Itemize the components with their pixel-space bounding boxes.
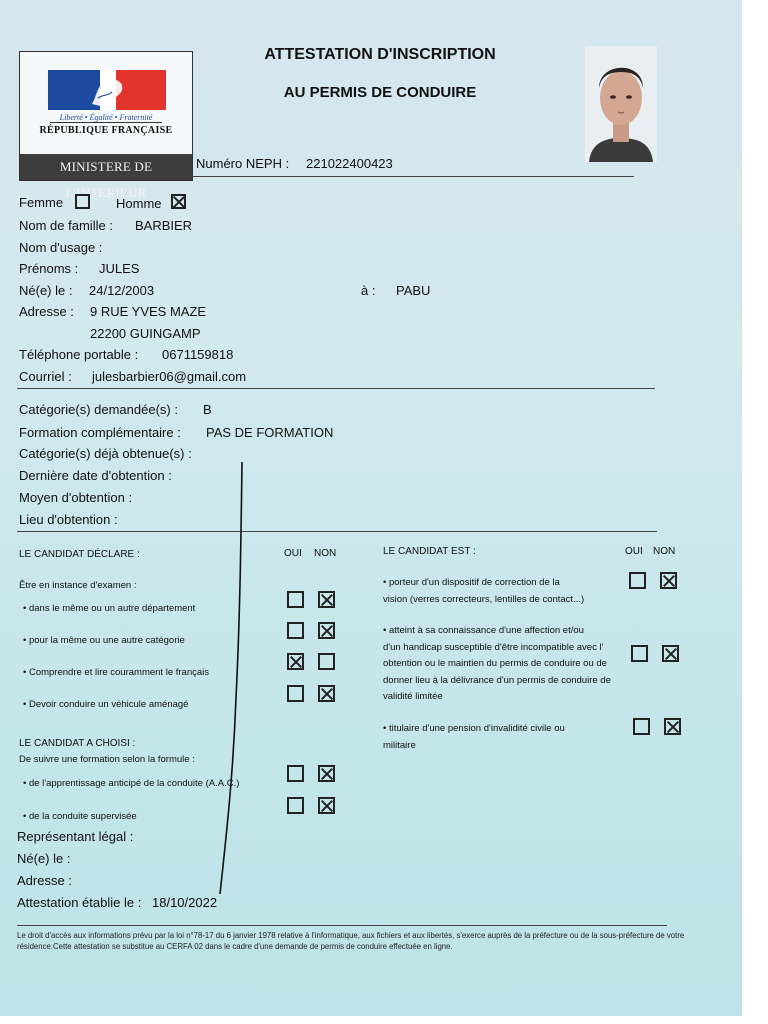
est-item2-non-checkbox[interactable] xyxy=(662,645,679,662)
marianne-flag-icon xyxy=(48,70,166,110)
declare-item2-non-checkbox[interactable] xyxy=(318,622,335,639)
categorie-demandee-label: Catégorie(s) demandée(s) : xyxy=(19,402,178,417)
id-photo xyxy=(585,46,657,162)
femme-label: Femme xyxy=(19,195,64,210)
declare-item4-non-checkbox[interactable] xyxy=(318,685,335,702)
aac-oui-checkbox[interactable] xyxy=(287,765,304,782)
representant-adresse-label: Adresse : xyxy=(17,873,72,888)
est-item2-line: validité limitée xyxy=(383,691,443,702)
courriel-value: julesbarbier06@gmail.com xyxy=(92,369,247,384)
neph-label: Numéro NEPH : xyxy=(196,156,290,171)
declare-item-label: • Comprendre et lire couramment le français xyxy=(23,667,210,678)
prenoms-label: Prénoms : xyxy=(19,261,79,276)
prenoms-value: JULES xyxy=(99,261,140,276)
logo-republique: RÉPUBLIQUE FRANÇAISE xyxy=(39,125,173,136)
declare-heading: LE CANDIDAT DÉCLARE : xyxy=(19,549,140,560)
declare-item4-oui-checkbox[interactable] xyxy=(287,685,304,702)
nom-usage-label: Nom d'usage : xyxy=(19,240,103,255)
supervisee-non-checkbox[interactable] xyxy=(318,797,335,814)
adresse-line2: 22200 GUINGAMP xyxy=(90,326,201,341)
formation-label: Formation complémentaire : xyxy=(19,425,181,440)
declare-item-label: • Devoir conduire un véhicule aménagé xyxy=(23,699,189,710)
est-item2-line: obtention ou le maintien du permis de conduire ou de xyxy=(383,658,607,669)
declare-non-header: NON xyxy=(314,548,337,559)
attestation-date-label: Attestation établie le : xyxy=(17,895,142,910)
supervisee-oui-checkbox[interactable] xyxy=(287,797,304,814)
declare-oui-header: OUI xyxy=(284,548,302,559)
est-oui-header: OUI xyxy=(625,546,643,557)
categorie-obtenue-label: Catégorie(s) déjà obtenue(s) : xyxy=(19,446,192,461)
est-item2-line: d'un handicap susceptible d'être incompatible avec l' xyxy=(383,642,604,653)
adresse-label: Adresse : xyxy=(19,304,74,319)
declare-item-label: • pour la même ou une autre catégorie xyxy=(23,635,185,646)
telephone-value: 0671159818 xyxy=(162,347,234,362)
declare-item1-oui-checkbox[interactable] xyxy=(287,591,304,608)
est-item1-line: • porteur d'un dispositif de correction de la xyxy=(383,577,560,588)
formation-value: PAS DE FORMATION xyxy=(206,425,334,440)
lieu-naissance-label: à : xyxy=(361,283,376,298)
homme-checkbox[interactable] xyxy=(171,194,186,209)
attestation-date-value: 18/10/2022 xyxy=(152,895,218,910)
est-item2-line: • atteint à sa connaissance d'une affection et/ou xyxy=(383,625,584,636)
document-title-line2: AU PERMIS DE CONDUIRE xyxy=(283,84,477,101)
ministere-logo xyxy=(19,51,193,200)
est-heading: LE CANDIDAT EST : xyxy=(383,546,476,557)
est-item1-non-checkbox[interactable] xyxy=(660,572,677,589)
moyen-obtention-label: Moyen d'obtention : xyxy=(19,490,133,505)
est-item1-line: vision (verres correcteurs, lentilles de contact...) xyxy=(383,594,585,605)
logo-motto: Liberté • Égalité • Fraternité xyxy=(59,113,153,122)
ministere-banner: MINISTERE DE L'INTERIEUR xyxy=(20,154,192,180)
derniere-date-label: Dernière date d'obtention : xyxy=(19,468,172,483)
declare-item2-oui-checkbox[interactable] xyxy=(287,622,304,639)
document-title-line1: ATTESTATION D'INSCRIPTION xyxy=(264,46,496,63)
lieu-naissance-value: PABU xyxy=(396,283,431,298)
est-item2-oui-checkbox[interactable] xyxy=(631,645,648,662)
est-non-header: NON xyxy=(653,546,676,557)
representant-label: Représentant légal : xyxy=(17,829,134,844)
lieu-obtention-label: Lieu d'obtention : xyxy=(19,512,118,527)
nom-value: BARBIER xyxy=(135,218,193,233)
est-item3-line: militaire xyxy=(383,740,416,751)
est-item3-oui-checkbox[interactable] xyxy=(633,718,650,735)
declare-item3-non-checkbox[interactable] xyxy=(318,653,335,670)
est-item1-oui-checkbox[interactable] xyxy=(629,572,646,589)
naissance-label: Né(e) le : xyxy=(19,283,73,298)
telephone-label: Téléphone portable : xyxy=(19,347,139,362)
legal-footer: Le droit d'accès aux informations prévu par la loi n°78-17 du 6 janvier 1978 relative à l'informatique, aux fichiers et aux libertés, s'exerce auprès de la préfecture ou de la sous-préfecture de votre résidence.Cette attestation se substitue au CERFA 02 dans le cadre d'une demande de permis de conduire effectuée en ligne. xyxy=(17,931,685,951)
declare-item-label: • dans le même ou un autre département xyxy=(23,603,196,614)
choisi-item-label: • de l'apprentissage anticipé de la conduite (A.A.C.) xyxy=(23,778,240,789)
aac-non-checkbox[interactable] xyxy=(318,765,335,782)
declare-item3-oui-checkbox[interactable] xyxy=(287,653,304,670)
est-item2-line: donner lieu à la délivrance d'un permis de conduire de xyxy=(383,675,611,686)
est-item3-line: • titulaire d'une pension d'invalidité civile ou xyxy=(383,723,565,734)
neph-value: 221022400423 xyxy=(306,156,393,171)
categorie-demandee-value: B xyxy=(203,402,212,417)
choisi-heading: LE CANDIDAT A CHOISI : xyxy=(19,738,136,749)
homme-label: Homme xyxy=(116,196,162,211)
naissance-value: 24/12/2003 xyxy=(89,283,155,298)
est-item3-non-checkbox[interactable] xyxy=(664,718,681,735)
choisi-item-label: • de la conduite supervisée xyxy=(23,811,137,822)
adresse-line1: 9 RUE YVES MAZE xyxy=(90,304,207,319)
declare-item1-non-checkbox[interactable] xyxy=(318,591,335,608)
courriel-label: Courriel : xyxy=(19,369,72,384)
choisi-intro: De suivre une formation selon la formule : xyxy=(19,754,195,765)
nom-label: Nom de famille : xyxy=(19,218,113,233)
handwritten-stroke xyxy=(210,458,250,898)
representant-naissance-label: Né(e) le : xyxy=(17,851,71,866)
femme-checkbox[interactable] xyxy=(75,194,90,209)
declare-intro: Être en instance d'examen : xyxy=(19,580,137,591)
